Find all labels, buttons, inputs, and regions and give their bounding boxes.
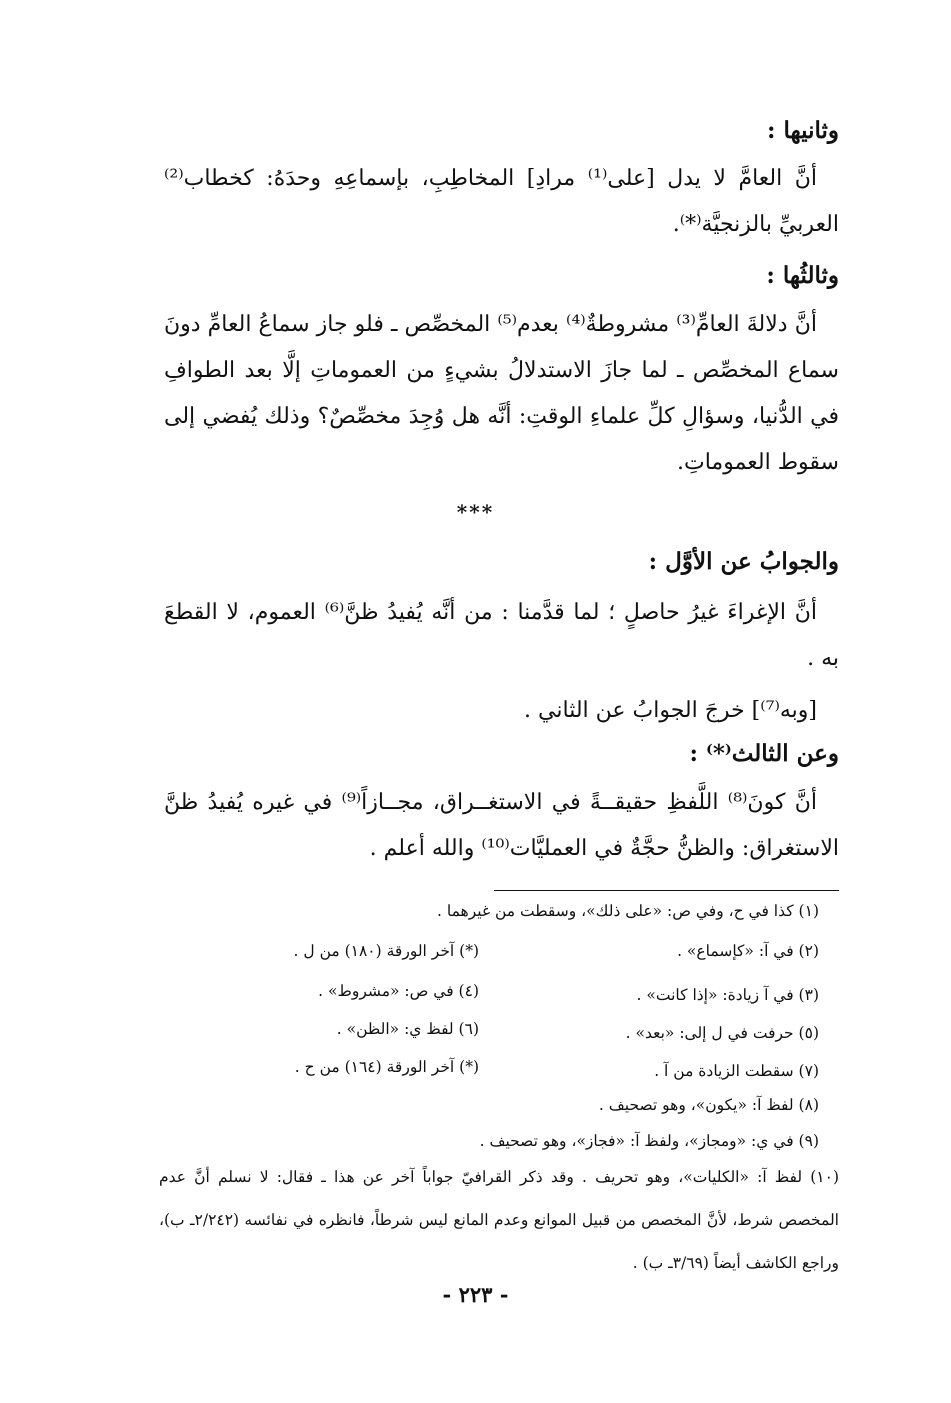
paragraph-third: أنَّ دلالةَ العامِّ⁽³⁾ مشروطةٌ⁽⁴⁾ بعدم⁽⁵⁾ المخصِّص ـ فلو جاز سماعُ العامِّ دونَ سماع المخصِّص ـ لما جازَ الاستدلالُ بشيءٍ من العموماتِ إلَّا بعد الطوافِ في الدُّنيا، وسؤالِ كلِّ علماءِ الوقتِ: أنَّه هل وُجِدَ مخصِّصٌ؟ وذلك يُفضي إلى سقوط العموماتِ. bbox=[164, 312, 839, 475]
heading-answer-third: وعن الثالث⁽*⁾ : bbox=[689, 740, 839, 767]
paragraph-second: أنَّ العامَّ لا يدل [على⁽¹⁾ مرادِ] المخاطِبِ، بإسماعِهِ وحدَهُ: كخطاب⁽²⁾ العربيِّ بالزنجيَّة⁽*⁾. bbox=[164, 166, 839, 237]
footnote-3: (٣) في آ زيادة: «إذا كانت» . bbox=[636, 986, 819, 1004]
footnote-8: (٨) لفظ آ: «يكون»، وهو تصحيف . bbox=[598, 1096, 819, 1114]
footnote-1: (١) كذا في ح، وفي ص: «على ذلك»، وسقطت من غيرهما . bbox=[437, 902, 819, 920]
footnote-5: (٥) حرفت في ل إلى: «بعد» . bbox=[625, 1024, 819, 1042]
footnote-divider bbox=[494, 890, 839, 891]
footnote-2: (٢) في آ: «كإسماع» . bbox=[677, 942, 819, 960]
footnote-6: (٦) لفظ ي: «الظن» . bbox=[336, 1020, 479, 1038]
footnote-9: (٩) في ي: «ومجاز»، ولفظ آ: «فجاز»، وهو تصحيف . bbox=[479, 1132, 819, 1150]
paragraph-answer-third: أنَّ كونَ⁽⁸⁾ اللَّفظِ حقيقــةً في الاستغــراق، مجــازاً⁽⁹⁾ في غيره يُفيدُ ظنَّ الاستغراق: والظنُّ حجَّةٌ في العمليَّات⁽¹⁰⁾ والله أعلم . bbox=[164, 790, 839, 861]
heading-answer-first: والجوابُ عن الأوَّل : bbox=[648, 548, 839, 575]
footnote-7: (٧) سقطت الزيادة من آ . bbox=[654, 1062, 819, 1080]
footnote-4: (٤) في ص: «مشروط» . bbox=[318, 982, 479, 1000]
footnote-star-1: (*) آخر الورقة (١٨٠) من ل . bbox=[293, 942, 479, 960]
paragraph-answer-first: أنَّ الإغراءَ غيرُ حاصلٍ ؛ لما قدَّمنا : من أنَّه يُفيدُ ظنَّ⁽⁶⁾ العموم، لا القطعَ به . bbox=[164, 600, 839, 671]
heading-third: وثالثُها : bbox=[766, 262, 839, 289]
section-separator: *** bbox=[456, 500, 495, 524]
footnote-10: (١٠) لفظ آ: «الكليات»، وهو تحريف . وقد ذكر القرافيّ جواباً آخر عن هذا ـ فقال: لا نسلم أنَّ عدم المخصص شرط، لأنَّ المخصص من قبيل الموانع وعدم المانع ليس شرطاً، فانظره في نفائسه (٢/٢٤٢ـ ب)، وراجع الكاشف أيضاً (٣/٦٩ـ ب) . bbox=[159, 1168, 839, 1272]
page-number: - ٢٢٣ - bbox=[442, 1282, 509, 1307]
footnote-star-2: (*) آخر الورقة (١٦٤) من ح . bbox=[294, 1058, 479, 1076]
heading-second: وثانيها : bbox=[767, 117, 839, 144]
paragraph-answer-second: [وبه⁽⁷⁾] خرجَ الجوابُ عن الثاني . bbox=[524, 698, 817, 723]
